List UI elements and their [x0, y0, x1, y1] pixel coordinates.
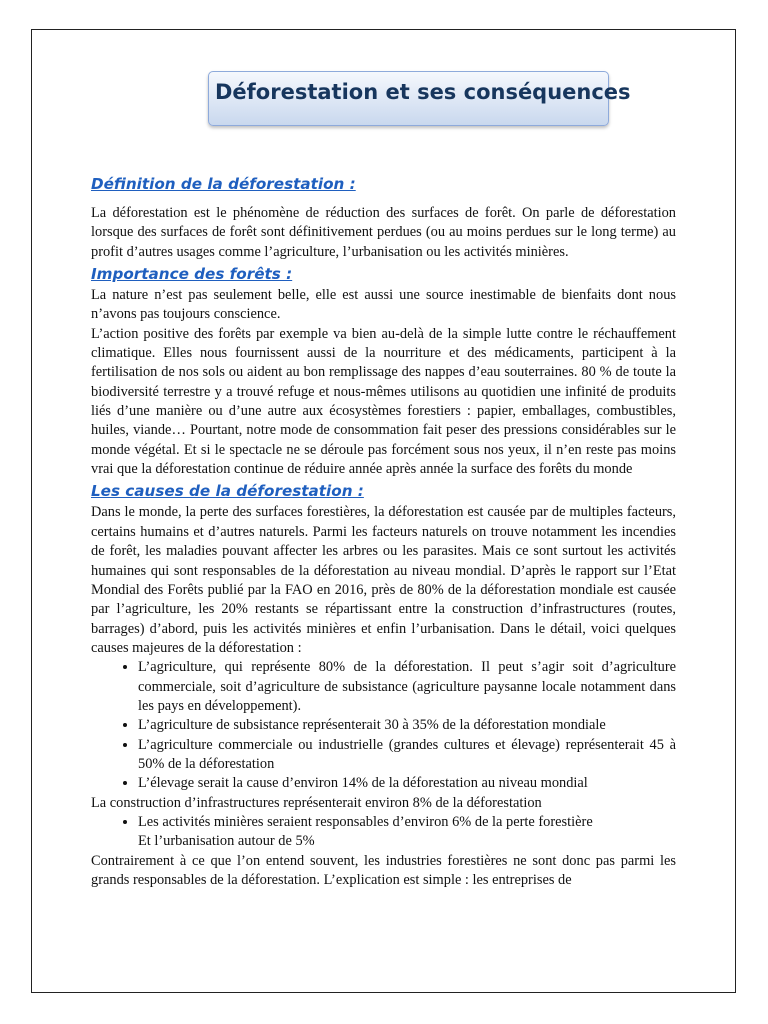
heading-causes: Les causes de la déforestation : [91, 482, 364, 501]
spacer [91, 196, 676, 204]
causes-intro-paragraph: Dans le monde, la perte des surfaces forestières, la déforestation est causée par de multiples facteurs, certains humains et d’autres naturels. Parmi les facteurs naturels on trouve notamment les incendies de forêt, les maladies pouvant affecter les arbres ou les parasites. Mais ce sont surtout les activités humaines qui sont responsables de la déforestation au niveau mondial. D’après le rapport sur l’Etat Mondial des Forêts publié par la FAO en 2016, près de 80% de la déforestation mondiale est causée par l’agriculture, les 20% restants se répartissant entre la construction d’infrastructures (routes, barrages) d’abord, puis les activités minières et enfin l’urbanisation. Dans le détail, voici quelques causes majeures de la déforestation : [91, 504, 676, 656]
heading-importance: Importance des forêts : [91, 265, 293, 284]
list-item: • L’agriculture commerciale ou industrielle (grandes cultures et élevage) représenterait 45 à 50% de la déforestation [138, 736, 676, 775]
title-box [208, 71, 631, 126]
list-item: • L’agriculture de subsistance représenterait 30 à 35% de la déforestation mondiale [138, 716, 676, 735]
mining-list [91, 813, 676, 832]
heading-definition: Définition de la déforestation : [91, 175, 356, 193]
infrastructure-line: La construction d’infrastructures représenterait environ 8% de la déforestation [91, 794, 542, 811]
importance-paragraph-2: L’action positive des forêts par exemple va bien au-delà de la simple lutte contre le réchauffement climatique. Elles nous fournissent aussi de la nourriture et des médicaments, participent à la fertilisation de nos sols ou aident au bon remplissage des nappes d’eau souterraines. 80 % de toute la biodiversité terrestre y a trouvé refuge et nous-mêmes utilisons au quotidien une infinité de produits liés d’une manière ou d’une autre aux écosystèmes forestiers : papier, emballages, combustibles, huiles, viande… Pourtant, notre mode de consommation fait peser des pressions considérables sur le monde végétal. Et si le spectacle ne se déroule pas forcément sous nos yeux, il n’en reste pas moins vrai que la déforestation continue de réduire année après année la surface des forêts du monde [91, 325, 676, 478]
closing-paragraph: Contrairement à ce que l’on entend souvent, les industries forestières ne sont donc pas parmi les grands responsables de la déforestation. L’explication est simple : les entreprises de [91, 852, 676, 888]
causes-list [91, 658, 676, 793]
document-body [91, 172, 676, 890]
list-item: • L’agriculture, qui représente 80% de la déforestation. Il peut s’agir soit d’agriculture commerciale, soit d’agriculture de subsistance (agriculture paysanne locale notamment dans les pays en développement). [138, 658, 676, 716]
importance-paragraph-1: La nature n’est pas seulement belle, elle est aussi une source inestimable de bienfaits dont nous n’avons pas toujours conscience. [91, 287, 676, 323]
urbanisation-line: Et l’urbanisation autour de 5% [138, 833, 315, 850]
definition-paragraph: La déforestation est le phénomène de réduction des surfaces de forêt. On parle de déforestation lorsque des surfaces de forêt sont définitivement perdues (ou au moins perdues sur le long terme) au profit d’autres usages comme l’agriculture, l’urbanisation ou les activités minières. [91, 205, 676, 260]
list-item: • L’élevage serait la cause d’environ 14% de la déforestation au niveau mondial [138, 774, 676, 793]
list-item: • Les activités minières seraient responsables d’environ 6% de la perte forestière [138, 813, 676, 832]
page-title: Déforestation et ses conséquences [215, 80, 631, 104]
